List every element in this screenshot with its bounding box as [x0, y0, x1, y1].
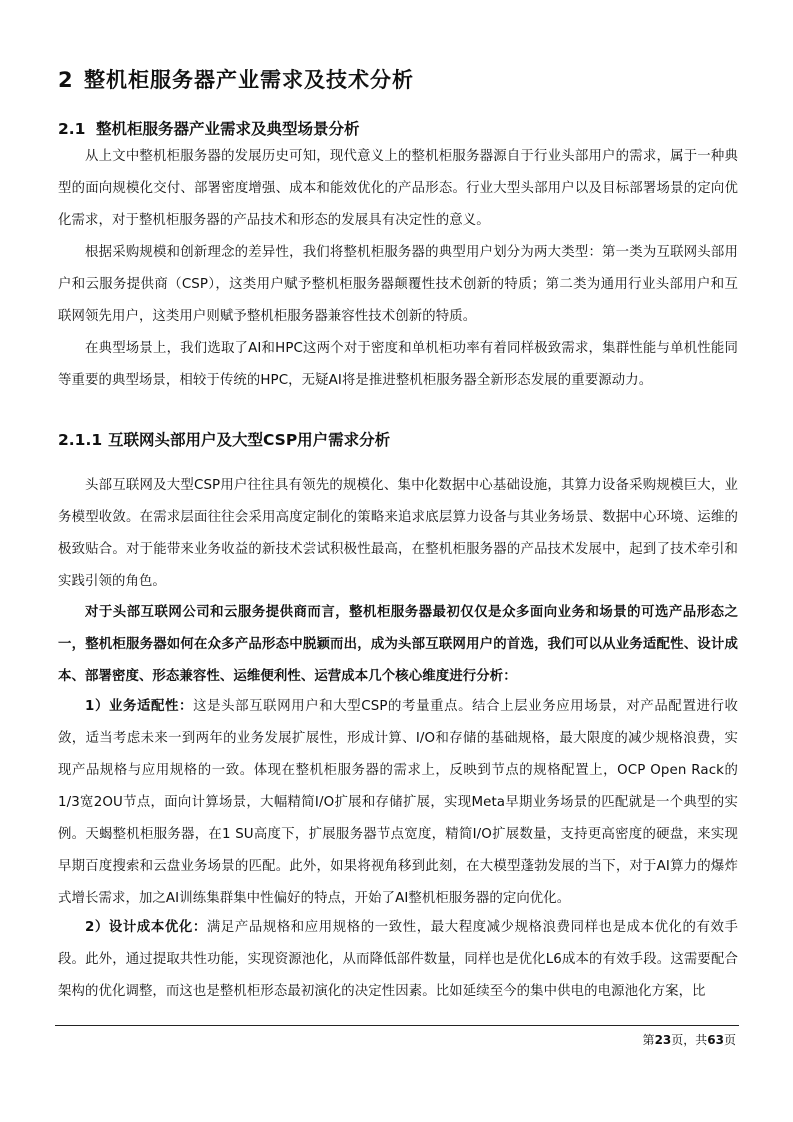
footer-suffix: 页	[723, 1033, 736, 1047]
footer-divider	[55, 1025, 739, 1026]
paragraph-typical-scenarios: 在典型场景上，我们选取了AI和HPC这两个对于密度和单机柜功率有着同样极致需求，集群性能与单机性能同等重要的典型场景，相较于传统的HPC，无疑AI将是推进整机柜服务器全新形态发展的重要源动力。	[58, 341, 738, 388]
page-footer	[643, 1031, 736, 1048]
section-heading	[58, 117, 360, 139]
section-title: 整机柜服务器产业需求及典型场景分析	[96, 120, 360, 138]
subsection-number: 2.1.1	[58, 431, 103, 449]
business-fit-body: 这是头部互联网用户和大型CSP的考量重点。结合上层业务应用场景，对产品配置进行收敛，适当考虑未来一到两年的业务发展扩展性，形成计算、I/O和存储的基础规格，最大限度的减少规格浪费，实现产品规格与应用规格的一致。体现在整机柜服务器的需求上，反映到节点的规格配置上，OCP Open Rack的1/3宽2OU节点，面向计算场景，大幅精简I/O扩展和存储扩展，实现Meta早期业务场景的匹配就是一个典型的实例。天蝎整机柜服务器，在1 SU高度下，扩展服务器节点宽度，精简I/O扩展数量，支持更高密度的硬盘，来实现早期百度搜索和云盘业务场景的匹配。此外，如果将视角移到此刻，在大模型蓬勃发展的当下，对于AI算力的爆炸式增长需求，加之AI训练集群集中性偏好的特点，开始了AI整机柜服务器的定向优化。	[58, 699, 738, 906]
subsection-title: 互联网头部用户及大型CSP用户需求分析	[108, 431, 391, 449]
design-cost-body: 满足产品规格和应用规格的一致性，最大程度减少规格浪费同样也是成本优化的有效手段。此外，通过提取共性功能，实现资源池化，从而降低部件数量，同样也是优化L6成本的有效手段。这需要配合架构的优化调整，而这也是整机柜形态最初演化的决定性因素。比如延续至今的集中供电的电源池化方案，比	[58, 920, 739, 999]
chapter-number: 2	[58, 68, 74, 92]
chapter-title: 整机柜服务器产业需求及技术分析	[84, 68, 414, 92]
paragraph-business-fit	[58, 691, 738, 915]
paragraph-user-types: 根据采购规模和创新理念的差异性，我们将整机柜服务器的典型用户划分为两大类型：第一类为互联网头部用户和云服务提供商（CSP），这类用户赋予整机柜服务器颠覆性技术创新的特质；第二类为通用行业头部用户和互联网领先用户，这类用户则赋予整机柜服务器兼容性技术创新的特质。	[58, 245, 738, 324]
chapter-heading	[58, 64, 414, 94]
business-fit-lead: 1）业务适配性：	[85, 699, 194, 714]
paragraph-internet-users: 头部互联网及大型CSP用户往往具有领先的规模化、集中化数据中心基础设施，其算力设备采购规模巨大，业务模型收敛。在需求层面往往会采用高度定制化的策略来追求底层算力设备与其业务场景、数据中心环境、运维的极致贴合。对于能带来业务收益的新技术尝试积极性最高，在整机柜服务器的产品技术发展中，起到了技术牵引和实践引领的角色。	[58, 478, 738, 589]
footer-middle: 页，共	[671, 1033, 708, 1047]
paragraph-design-cost	[58, 912, 738, 1008]
design-cost-lead: 2）设计成本优化：	[85, 920, 207, 935]
section-number: 2.1	[58, 120, 86, 138]
footer-prefix: 第	[642, 1033, 655, 1047]
total-page-number: 63	[707, 1033, 724, 1047]
current-page-number: 23	[654, 1033, 672, 1047]
subsection-heading	[58, 428, 390, 450]
paragraph-core-dimensions: 对于头部互联网公司和云服务提供商而言，整机柜服务器最初仅仅是众多面向业务和场景的可选产品形态之一，整机柜服务器如何在众多产品形态中脱颖而出，成为头部互联网用户的首选，我们可以从业务适配性、设计成本、部署密度、形态兼容性、运维便利性、运营成本几个核心维度进行分析：	[58, 605, 738, 684]
paragraph-history: 从上文中整机柜服务器的发展历史可知，现代意义上的整机柜服务器源自于行业头部用户的需求，属于一种典型的面向规模化交付、部署密度增强、成本和能效优化的产品形态。行业大型头部用户以及目标部署场景的定向优化需求，对于整机柜服务器的产品技术和形态的发展具有决定性的意义。	[58, 149, 738, 228]
